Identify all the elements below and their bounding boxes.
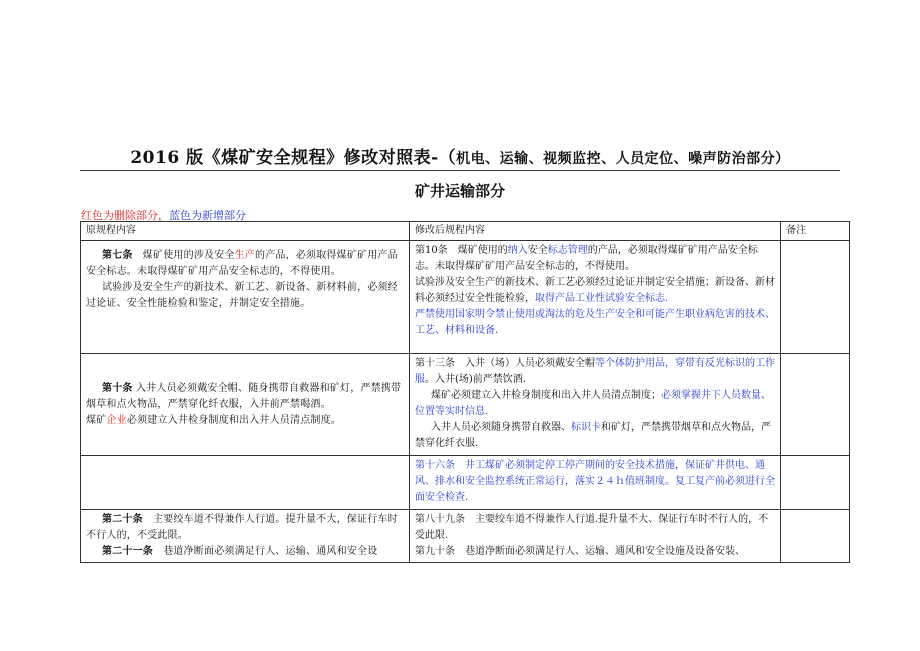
table-row	[81, 510, 850, 563]
original-cell	[81, 456, 410, 510]
table-row	[81, 241, 850, 354]
added-text: 必须掌握井下人员数量、位置等实时信息.	[414, 390, 771, 417]
header-revised: 修改后规程内容	[409, 222, 780, 241]
article-number: 第二十一条	[102, 546, 153, 557]
header-remarks: 备注	[781, 222, 850, 241]
original-text: 煤矿使用的涉及安全	[132, 250, 235, 261]
added-text: 第十六条 井工煤矿必须制定停工停产期间的安全技术措施，保证矿井供电、通风、排水和安全监控系统正常运行，落实２４ｈ值班制度。复工复产前必须进行全面安全检查.	[414, 460, 775, 503]
revised-text: 和矿灯，严禁携带烟草和点火物品，严禁穿化纤衣服.	[414, 422, 771, 449]
title-rule	[80, 170, 840, 171]
revised-text: 第八十九条 主要绞车道不得兼作人行道.提升量不大、保证行车时不行人的，不受此限.	[414, 514, 769, 541]
original-cell	[81, 510, 410, 563]
legend-added: 蓝色为新增部分	[169, 209, 246, 222]
added-text: 严禁使用国家明令禁止使用或淘汰的危及生产安全和可能产生职业病危害的技术、工艺、材料和设备.	[414, 309, 775, 336]
legend-deleted: 红色为删除部分，	[81, 209, 169, 222]
remarks-cell	[781, 241, 850, 354]
revised-text: 煤矿必须建立入井检身制度和出入井人员清点制度；	[430, 390, 661, 401]
added-text: 纳入	[507, 245, 528, 256]
revised-cell	[409, 241, 780, 354]
added-text: 标志管理	[547, 245, 588, 256]
original-text: 的产品，必须取得煤矿矿用产品安全标志。未取得煤矿矿用产品安全标志的，不得使用。	[86, 250, 398, 277]
original-cell	[81, 241, 410, 354]
document-title	[0, 143, 920, 168]
title-sub: 机电、运输、视频监控、人员定位、噪声防治部分）	[456, 151, 790, 167]
revised-cell	[409, 354, 780, 456]
remarks-cell	[781, 510, 850, 563]
added-text: 等个体防护用品，穿带有反光标识的工作服	[414, 358, 775, 385]
comparison-table	[80, 221, 850, 563]
revised-text: 第10条 煤矿使用的	[414, 245, 508, 256]
revised-text: 第十三条 入井（场）人员必须戴安全帽	[414, 358, 595, 369]
remarks-cell	[781, 456, 850, 510]
original-text: 主要绞车道不得兼作人行道。提升量不大，保证行车时不行人的，不受此限。	[86, 514, 398, 541]
revised-text: 。入井(场)前严禁饮酒.	[424, 374, 526, 385]
added-text: 取得产品工业性试验安全标志.	[534, 293, 669, 304]
revised-cell	[409, 456, 780, 510]
article-number: 第十条	[102, 382, 133, 394]
table-row	[81, 456, 850, 510]
article-number: 第二十条	[102, 514, 143, 525]
original-cell	[81, 354, 410, 456]
remarks-cell	[781, 354, 850, 456]
header-original: 原规程内容	[81, 222, 410, 241]
revised-text: 入井人员必须随身携带自救器、	[430, 422, 571, 433]
revised-text: 试验涉及安全生产的新技术、新工艺必须经过论证并制定安全措施；新设备、新材料必须经过安全性能检验，	[414, 277, 775, 304]
table-row	[81, 354, 850, 456]
added-text: 标识卡	[570, 422, 601, 433]
table-header-row	[81, 222, 850, 241]
title-main: 2016 版《煤矿安全规程》修改对照表-（	[130, 148, 457, 168]
original-text: 必须建立入井检身制度和出入井人员清点制度。	[126, 414, 342, 426]
revised-text: 安全	[527, 245, 548, 256]
deleted-text: 生产	[234, 250, 256, 261]
revised-text: 第九十条 巷道净断面必须满足行人、运输、通风和安全设施及设备安装、	[414, 546, 745, 557]
original-text: 巷道净断面必须满足行人、运输、通风和安全设	[153, 546, 378, 557]
article-number: 第七条	[102, 250, 133, 261]
original-text: 试验涉及安全生产的新技术、新工艺、新设备、新材料前，必须经过论证、安全性能检验和鉴定，并制定安全措施。	[86, 282, 398, 309]
section-heading: 矿井运输部分	[414, 182, 505, 200]
original-text: 入井人员必须戴安全帽、随身携带自救器和矿灯，严禁携带烟草和点火物品，严禁穿化纤衣服，入井前严禁喝酒。	[86, 382, 402, 410]
original-text: 煤矿	[86, 414, 107, 426]
revised-text: 的产品，必须取得煤矿矿用产品安全标志。未取得煤矿矿用产品安全标志的，不得使用。	[414, 245, 758, 272]
revised-cell	[409, 510, 780, 563]
deleted-text: 企业	[106, 414, 127, 426]
